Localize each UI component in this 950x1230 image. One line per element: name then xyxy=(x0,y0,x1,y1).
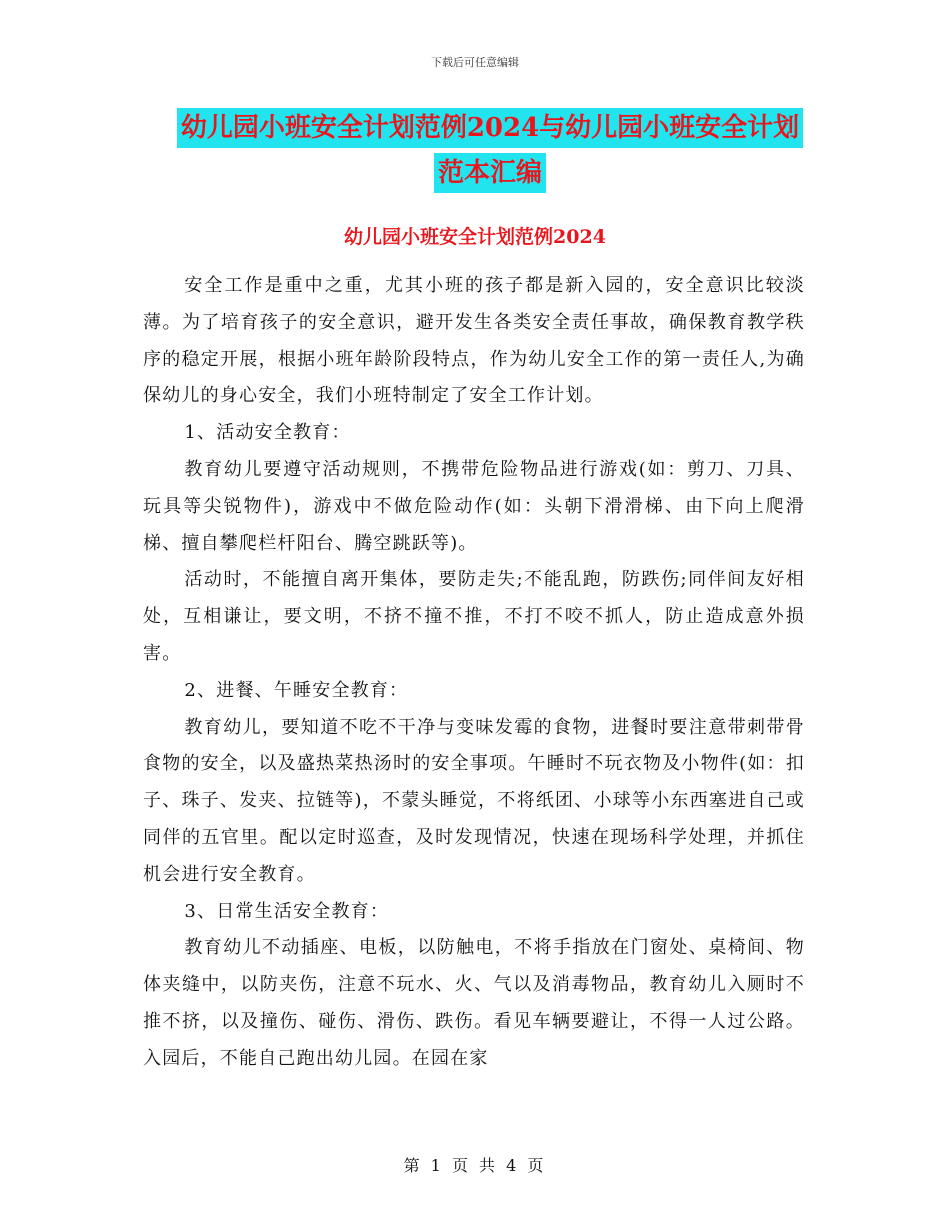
list-heading-meal-nap-safety: 2、进餐、午睡安全教育： xyxy=(184,679,409,701)
header-note: 下载后可任意编辑 xyxy=(431,56,519,69)
document-title xyxy=(130,108,850,193)
paragraph: 活动时，不能擅自离开集体，要防走失;不能乱跑，防跌伤;同伴间友好相处，互相谦让，要文明，不挤不撞不推，不打不咬不抓人，防止造成意外损害。 xyxy=(143,569,805,664)
document-body xyxy=(143,268,805,1078)
paragraph: 教育幼儿不动插座、电板，以防触电，不将手指放在门窗处、桌椅间、物体夹缝中，以防夹伤，注意不玩水、火、气以及消毒物品，教育幼儿入厕时不推不挤，以及撞伤、碰伤、滑伤、跌伤。看见车辆要避让，不得一人过公路。入园后，不能自己跑出幼儿园。在园在家 xyxy=(143,937,805,1069)
page-footer: 第 1 页 共 4 页 xyxy=(403,1156,547,1175)
document-title-line-1: 幼儿园小班安全计划范例2024与幼儿园小班安全计划 xyxy=(177,108,803,148)
section-title: 幼儿园小班安全计划范例2024 xyxy=(344,226,606,248)
list-heading-daily-life-safety: 3、日常生活安全教育： xyxy=(184,900,390,922)
paragraph: 教育幼儿要遵守活动规则，不携带危险物品进行游戏(如：剪刀、刀具、玩具等尖锐物件)，游戏中不做危险动作(如：头朝下滑滑梯、由下向上爬滑梯、擅自攀爬栏杆阳台、腾空跳跃等)。 xyxy=(143,458,805,554)
paragraph: 教育幼儿，要知道不吃不干净与变味发霉的食物，进餐时要注意带刺带骨食物的安全，以及盛热菜热汤时的安全事项。午睡时不玩衣物及小物件(如：扣子、珠子、发夹、拉链等)，不蒙头睡觉，不将纸团、小球等小东西塞进自己或同伴的五官里。配以定时巡查，及时发现情况，快速在现场科学处理，并抓住机会进行安全教育。 xyxy=(143,716,805,885)
list-heading-activity-safety: 1、活动安全教育： xyxy=(184,422,351,444)
paragraph: 安全工作是重中之重，尤其小班的孩子都是新入园的，安全意识比较淡薄。为了培育孩子的安全意识，避开发生各类安全责任事故，确保教育教学秩序的稳定开展，根据小班年龄阶段特点，作为幼儿安全工作的第一责任人,为确保幼儿的身心安全，我们小班特制定了安全工作计划。 xyxy=(143,275,805,407)
document-title-line-2: 范本汇编 xyxy=(434,153,546,193)
